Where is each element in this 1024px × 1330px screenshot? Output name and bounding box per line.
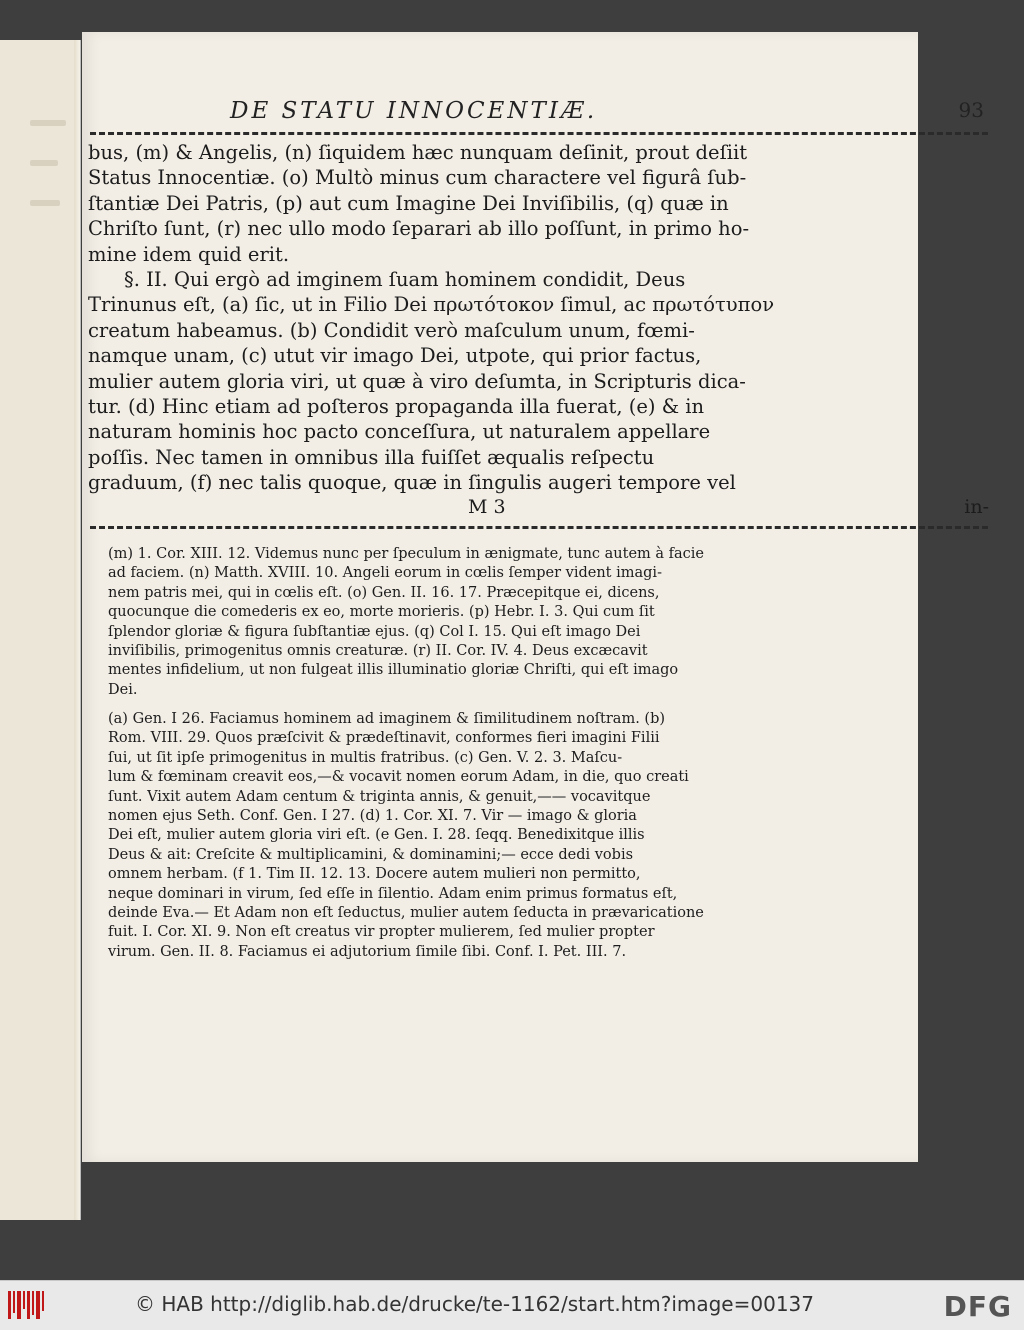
footnote-line: Rom. VIII. 29. Quos præſcivit & prædeſtinavit, conformes fieri imagini Filii	[108, 730, 660, 747]
text-line: ſtantiæ Dei Patris, (p) aut cum Imagine Dei Inviſibilis, (q) quæ in	[88, 191, 729, 215]
footer-bar	[0, 1280, 1024, 1330]
footnote-line: nomen ejus Seth. Conf. Gen. I 27. (d) 1. Cor. XI. 7. Vir — imago & gloria	[108, 808, 637, 825]
footnote-line: mentes infidelium, ut non fulgeat illis illuminatio gloriæ Chriſti, qui eſt imago	[108, 662, 679, 679]
page-number: 93	[958, 98, 984, 122]
running-title: DE STATU INNOCENTIÆ.	[230, 98, 598, 124]
footnote-line: Dei.	[108, 681, 138, 698]
text-line: Trinunus eſt, (a) ſic, ut in Filio Dei πρωτότοκον ſimul, ac πρωτότυπον	[88, 293, 775, 317]
dfg-logo: DFG	[943, 1290, 1012, 1323]
footnote-line: nem patris mei, qui in cœlis eſt. (o) Gen. II. 16. 17. Præcepitque ei, dicens,	[108, 584, 660, 601]
signature-mark: M 3	[468, 496, 506, 518]
text-line: Chriſto ſunt, (r) nec ullo modo ſeparari ab illo poſſunt, in primo ho-	[88, 217, 750, 241]
text-line: §. II. Qui ergò ad imginem ſuam hominem condidit, Deus	[124, 268, 686, 292]
header-rule	[90, 132, 988, 135]
footnote-line: (a) Gen. I 26. Faciamus hominem ad imaginem & ſimilitudinem noſtram. (b)	[108, 711, 666, 727]
footnotes-group-1	[108, 545, 986, 700]
page-gutter	[74, 40, 80, 1220]
footnote-line: fuit. I. Cor. XI. 9. Non eſt creatus vir propter mulierem, ſed mulier propter	[108, 924, 655, 941]
running-head	[230, 98, 984, 128]
signature-line	[88, 496, 989, 522]
bleed-through-mark	[30, 200, 60, 206]
text-line: naturam hominis hoc pacto conceſſura, ut naturalem appellare	[88, 420, 711, 444]
text-line: bus, (m) & Angelis, (n) ſiquidem hæc nunquam deſinit, prout deſiit	[88, 141, 748, 164]
footnote-line: inviſibilis, primogenitus omnis creaturæ. (r) II. Cor. IV. 4. Deus excæcavit	[108, 643, 648, 660]
footnote-line: Deus & ait: Creſcite & multiplicamini, & dominamini;— ecce dedi vobis	[108, 846, 634, 863]
previous-page-edge	[0, 40, 81, 1220]
footnote-line: (m) 1. Cor. XIII. 12. Videmus nunc per ſpeculum in ænigmate, tunc autem à facie	[108, 546, 705, 562]
footnote-line: ſunt. Vixit autem Adam centum & triginta annis, & genuit,—— vocavitque	[108, 788, 651, 805]
catchword: in-	[964, 496, 989, 518]
text-line: mine idem quid erit.	[88, 242, 290, 266]
bleed-through-mark	[30, 120, 66, 126]
text-line: poſſis. Nec tamen in omnibus illa fuiſſet æqualis reſpectu	[88, 445, 655, 469]
bleed-through-mark	[30, 160, 58, 166]
footnote-line: omnem herbam. (f 1. Tim II. 12. 13. Docere autem mulieri non permitto,	[108, 866, 641, 883]
text-line: tur. (d) Hinc etiam ad poſteros propaganda illa fuerat, (e) & in	[88, 395, 705, 419]
footnote-line: quocunque die comederis ex eo, morte morieris. (p) Hebr. I. 3. Qui cum ſit	[108, 604, 655, 621]
footnotes-group-2	[108, 710, 986, 962]
footnote-line: deinde Eva.— Et Adam non eſt ſeductus, mulier autem ſeducta in prævaricatione	[108, 905, 704, 922]
copyright-link[interactable]: © HAB http://diglib.hab.de/drucke/te-1162/start.htm?image=00137	[135, 1292, 814, 1316]
footnote-line: virum. Gen. II. 8. Faciamus ei adjutorium ſimile ſibi. Conf. I. Pet. III. 7.	[108, 943, 627, 960]
footnote-rule	[90, 526, 988, 529]
footnote-line: neque dominari in virum, ſed eſſe in ſilentio. Adam enim primus formatus eſt,	[108, 885, 678, 902]
text-line: mulier autem gloria viri, ut quæ à viro deſumta, in Scripturis dica-	[88, 369, 746, 393]
footnote-line: lum & fœminam creavit eos,—& vocavit nomen eorum Adam, in die, quo creati	[108, 769, 689, 786]
footnote-line: ad faciem. (n) Matth. XVIII. 10. Angeli eorum in cœlis ſemper vident imagi-	[108, 565, 662, 582]
text-line: Status Innocentiæ. (o) Multò minus cum charactere vel figurâ ſub-	[88, 166, 747, 190]
main-text	[88, 140, 989, 496]
footnote-line: ſplendor gloriæ & figura ſubſtantiæ ejus. (q) Col I. 15. Qui eſt imago Dei	[108, 623, 641, 640]
text-line: namque unam, (c) utut vir imago Dei, utpote, qui prior factus,	[88, 344, 702, 368]
barcode-icon	[8, 1291, 44, 1319]
footnote-line: Dei eſt, mulier autem gloria viri eſt. (e Gen. I. 28. ſeqq. Benedixitque illis	[108, 827, 645, 844]
text-line: creatum habeamus. (b) Condidit verò maſculum unum, fœmi-	[88, 318, 695, 342]
text-line: graduum, (f) nec talis quoque, quæ in ſingulis augeri tempore vel	[88, 471, 736, 495]
footnote-line: ſui, ut ſit ipſe primogenitus in multis fratribus. (c) Gen. V. 2. 3. Maſcu-	[108, 749, 623, 766]
